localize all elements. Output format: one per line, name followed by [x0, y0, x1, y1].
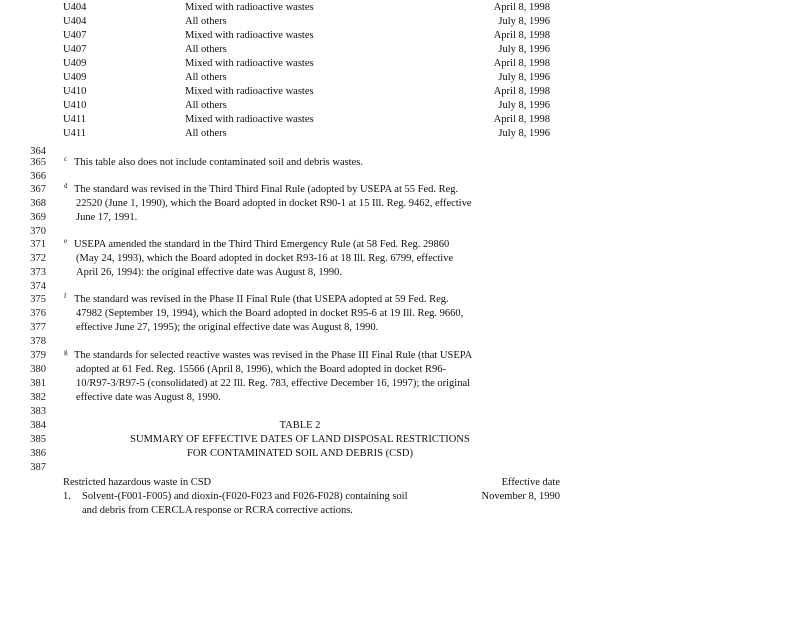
effective-date: April 8, 1998 — [493, 30, 550, 41]
table-row — [0, 44, 800, 58]
line-376 — [0, 308, 800, 322]
footnote-text: effective June 27, 1995); the original effective date was August 8, 1990. — [76, 322, 379, 333]
waste-description: All others — [185, 16, 227, 27]
line-367 — [0, 184, 800, 198]
footnote-marker: f — [64, 292, 67, 300]
item-text: and debris from CERCLA response or RCRA corrective actions. — [82, 505, 353, 516]
waste-description: All others — [185, 44, 227, 55]
footnote-marker: g — [64, 348, 68, 356]
line-number: 381 — [30, 378, 46, 389]
effective-date: November 8, 1990 — [481, 491, 560, 502]
column-header: Restricted hazardous waste in CSD — [63, 477, 212, 488]
line-382 — [0, 392, 800, 406]
line-371 — [0, 239, 800, 253]
footnote-marker: e — [64, 237, 68, 245]
waste-description: All others — [185, 72, 227, 83]
footnote-text: The standards for selected reactive wastes was revised in the Phase III Final Rule (that USEPA — [74, 350, 473, 361]
line-number: 376 — [30, 308, 46, 319]
table-row — [0, 58, 800, 72]
waste-description: Mixed with radioactive wastes — [185, 86, 314, 97]
footnote-text: The standard was revised in the Phase II Final Rule (that USEPA adopted at 59 Fed. Reg. — [74, 294, 449, 305]
footnote-text: (May 24, 1993), which the Board adopted in docket R93-16 at 18 Ill. Reg. 6799, effective — [76, 253, 454, 264]
table-row — [0, 86, 800, 100]
waste-description: All others — [185, 128, 227, 139]
line-number: 377 — [30, 322, 46, 333]
table-row — [0, 2, 800, 16]
waste-code: U407 — [63, 30, 87, 41]
table-title: TABLE 2 — [279, 420, 321, 431]
line-number: 378 — [30, 336, 46, 347]
waste-code: U411 — [63, 114, 86, 125]
line-number: 369 — [30, 212, 46, 223]
footnote-text: This table also does not include contaminated soil and debris wastes. — [74, 157, 363, 168]
effective-date: April 8, 1998 — [493, 2, 550, 13]
table2-row — [0, 491, 800, 505]
item-number: 1. — [63, 491, 71, 502]
effective-date: July 8, 1996 — [498, 16, 550, 27]
waste-code: U404 — [63, 16, 87, 27]
line-381 — [0, 378, 800, 392]
line-384 — [0, 420, 800, 434]
line-number: 366 — [30, 171, 46, 182]
line-366 — [0, 171, 800, 185]
line-368 — [0, 198, 800, 212]
line-number: 367 — [30, 184, 46, 195]
waste-code: U407 — [63, 44, 87, 55]
line-number: 373 — [30, 267, 46, 278]
footnote-text: adopted at 61 Fed. Reg. 15566 (April 8, 1996), which the Board adopted in docket R96- — [76, 364, 447, 375]
line-number: 374 — [30, 281, 46, 292]
line-number: 370 — [30, 226, 46, 237]
line-380 — [0, 364, 800, 378]
footnote-text: The standard was revised in the Third Third Final Rule (adopted by USEPA at 55 Fed. Reg. — [74, 184, 459, 195]
item-text: Solvent-(F001-F005) and dioxin-(F020-F023 and F026-F028) containing soil — [82, 491, 408, 502]
waste-description: Mixed with radioactive wastes — [185, 114, 314, 125]
line-number: 385 — [30, 434, 46, 445]
column-header: Effective date — [501, 477, 560, 488]
footnote-text: 22520 (June 1, 1990), which the Board adopted in docket R90-1 at 15 Ill. Reg. 9462, effective — [76, 198, 472, 209]
line-383 — [0, 406, 800, 420]
footnote-text: April 26, 1994): the original effective date was August 8, 1990. — [76, 267, 343, 278]
footnote-marker: d — [64, 182, 68, 190]
footnote-marker: c — [64, 155, 68, 163]
waste-description: Mixed with radioactive wastes — [185, 30, 314, 41]
line-387 — [0, 462, 800, 476]
footnote-text: effective date was August 8, 1990. — [76, 392, 221, 403]
table-row — [0, 16, 800, 30]
line-369 — [0, 212, 800, 226]
line-number: 365 — [30, 157, 46, 168]
table-subtitle: FOR CONTAMINATED SOIL AND DEBRIS (CSD) — [187, 448, 413, 459]
line-number: 383 — [30, 406, 46, 417]
line-372 — [0, 253, 800, 267]
table2-row-continued — [0, 505, 800, 519]
effective-date: July 8, 1996 — [498, 72, 550, 83]
line-number: 386 — [30, 448, 46, 459]
waste-description: Mixed with radioactive wastes — [185, 58, 314, 69]
footnote-text: 47982 (September 19, 1994), which the Board adopted in docket R95-6 at 19 Ill. Reg. 9660, — [76, 308, 464, 319]
line-370 — [0, 226, 800, 240]
line-number: 384 — [30, 420, 46, 431]
waste-description: Mixed with radioactive wastes — [185, 2, 314, 13]
table-row — [0, 128, 800, 142]
effective-date: July 8, 1996 — [498, 128, 550, 139]
line-365 — [0, 157, 800, 171]
table-row — [0, 100, 800, 114]
effective-date: April 8, 1998 — [493, 58, 550, 69]
line-number: 368 — [30, 198, 46, 209]
table-row — [0, 30, 800, 44]
line-number: 387 — [30, 462, 46, 473]
waste-code: U409 — [63, 58, 87, 69]
footnote-text: June 17, 1991. — [76, 212, 138, 223]
line-373 — [0, 267, 800, 281]
line-number: 380 — [30, 364, 46, 375]
line-375 — [0, 294, 800, 308]
line-379 — [0, 350, 800, 364]
effective-date: July 8, 1996 — [498, 44, 550, 55]
table-row — [0, 114, 800, 128]
table-subtitle: SUMMARY OF EFFECTIVE DATES OF LAND DISPOSAL RESTRICTIONS — [130, 434, 470, 445]
effective-date: April 8, 1998 — [493, 86, 550, 97]
waste-code: U410 — [63, 100, 87, 111]
table-row — [0, 72, 800, 86]
waste-code: U410 — [63, 86, 87, 97]
line-378 — [0, 336, 800, 350]
effective-date: April 8, 1998 — [493, 114, 550, 125]
line-number: 371 — [30, 239, 46, 250]
waste-code: U404 — [63, 2, 87, 13]
effective-date: July 8, 1996 — [498, 100, 550, 111]
waste-description: All others — [185, 100, 227, 111]
footnote-text: 10/R97-3/R97-5 (consolidated) at 22 Ill. Reg. 783, effective December 16, 1997); the original — [76, 378, 471, 389]
line-number: 364 — [30, 146, 46, 157]
line-number: 379 — [30, 350, 46, 361]
line-number: 375 — [30, 294, 46, 305]
waste-code: U409 — [63, 72, 87, 83]
footnote-text: USEPA amended the standard in the Third Third Emergency Rule (at 58 Fed. Reg. 29860 — [74, 239, 450, 250]
line-385 — [0, 434, 800, 448]
line-number: 382 — [30, 392, 46, 403]
line-374 — [0, 281, 800, 295]
line-386 — [0, 448, 800, 462]
line-number: 372 — [30, 253, 46, 264]
waste-code: U411 — [63, 128, 86, 139]
table2-header-row — [0, 477, 800, 491]
line-377 — [0, 322, 800, 336]
